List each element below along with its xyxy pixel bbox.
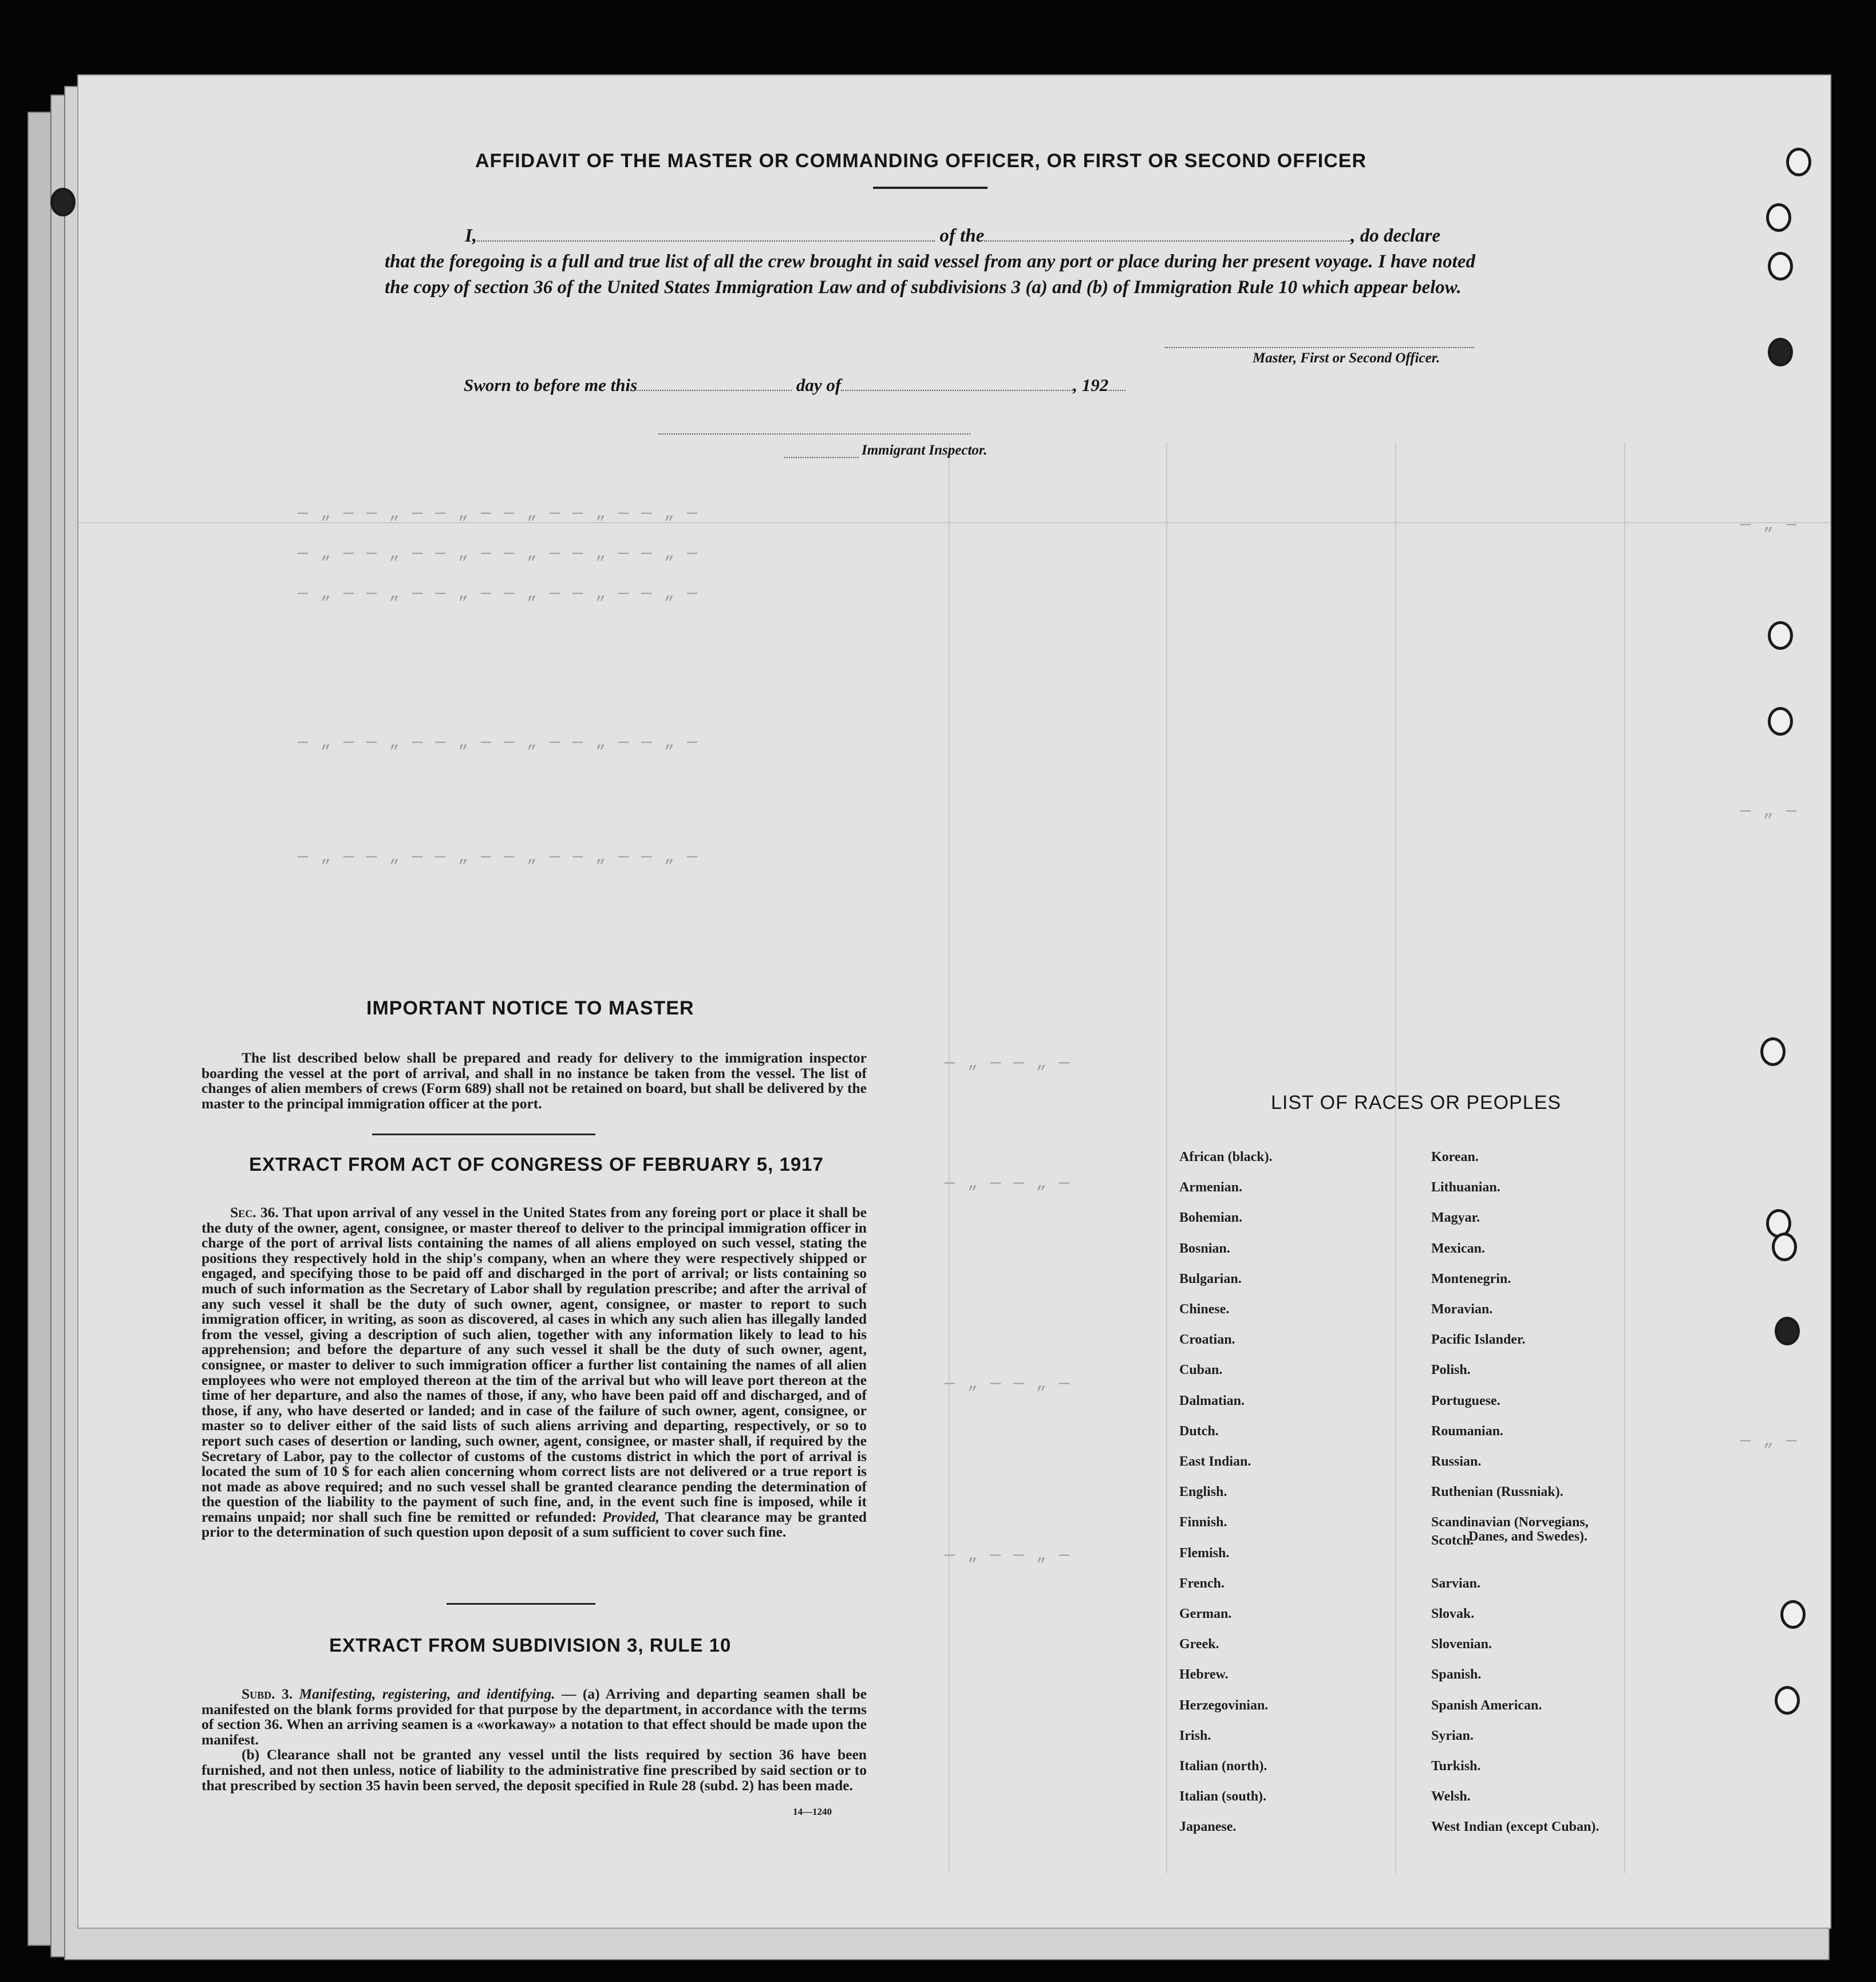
race-item: Greek. bbox=[1179, 1637, 1219, 1652]
notice-text: The list described below shall be prepared and ready for delivery to the immigration inspector boarding the vessel at the port of arrival, and shall in no instance be taken from the vessel. The list of changes of alien members of crews (Form 689) shall not be retained on board, but shall be delivered by the master to the principal immigration officer at the port. bbox=[202, 1049, 867, 1112]
binder-hole bbox=[1760, 1037, 1786, 1066]
binder-hole bbox=[1766, 203, 1791, 232]
subdivision-para-b: (b) Clearance shall not be granted any vessel until the lists required by section 36 have been furnished, and not then unless, notice of liability to the administrative fine prescribed by said section or to that prescribed by section 35 havin been served, the deposit specified in Rule 28 (subd. 2) has been made. bbox=[202, 1746, 867, 1794]
sworn-line bbox=[464, 375, 1125, 396]
race-item: Herzegovinian. bbox=[1179, 1697, 1269, 1713]
race-item: Spanish. bbox=[1431, 1667, 1482, 1683]
race-item: Spanish American. bbox=[1431, 1697, 1542, 1713]
ghost-rule bbox=[1395, 442, 1396, 1873]
race-item: Portuguese. bbox=[1431, 1393, 1500, 1408]
race-item: German. bbox=[1179, 1606, 1232, 1621]
binder-hole bbox=[1775, 1686, 1800, 1715]
sworn-month-field[interactable] bbox=[841, 375, 1073, 391]
inspector-lead-dots bbox=[784, 456, 859, 458]
bleed-through-marks: — „ — bbox=[1740, 515, 1798, 535]
subd-para-a-text: — (a) Arriving and departing seamen shall be manifested on the blank forms provided for that purpose by the department, in accordance with the terms of section 36. When an arriving seamen is a «workaway» a notation to that effect should be made upon the manifest. bbox=[202, 1685, 867, 1748]
sworn-label: Sworn to before me this bbox=[464, 375, 638, 395]
race-item: Polish. bbox=[1431, 1363, 1471, 1378]
race-item: Russian. bbox=[1431, 1454, 1482, 1469]
race-item: Dalmatian. bbox=[1179, 1393, 1245, 1408]
bleed-through-marks: — „ — — „ — bbox=[945, 1546, 1071, 1565]
race-item: West Indian (except Cuban). bbox=[1431, 1819, 1599, 1835]
inspector-signature-line[interactable] bbox=[658, 432, 970, 435]
signature-label: Master, First or Second Officer. bbox=[1253, 350, 1440, 366]
race-item: Sarvian. bbox=[1431, 1576, 1481, 1591]
race-item: Finnish. bbox=[1179, 1515, 1227, 1530]
race-item: Pacific Islander. bbox=[1431, 1332, 1526, 1348]
race-item: Roumanian. bbox=[1431, 1423, 1504, 1439]
year-label: , 192 bbox=[1073, 375, 1109, 395]
bleed-through-marks: — „ — — „ — — „ — — „ — — „ — — „ — bbox=[298, 847, 699, 867]
affidavit-i-label: I, bbox=[465, 226, 477, 246]
affidavit-statement: that the foregoing is a full and true list of all the crew brought in said vessel from any port or place during her present voyage. I have noted the copy of section 36 of the United States Immigration Law and of subdivisions 3 (a) and (b) of Immigration Rule 10 which appear below. bbox=[385, 251, 1475, 298]
bleed-through-marks: — „ — — „ — — „ — — „ — — „ — — „ — bbox=[298, 733, 699, 752]
affidavit-body bbox=[385, 223, 1475, 301]
section-divider bbox=[447, 1603, 595, 1605]
race-item: Syrian. bbox=[1431, 1728, 1474, 1743]
name-field[interactable] bbox=[477, 226, 935, 242]
year-field[interactable] bbox=[1108, 375, 1125, 391]
act-sec-label: Sec. 36. bbox=[230, 1204, 279, 1221]
race-item: Flemish. bbox=[1179, 1545, 1230, 1561]
binder-hole bbox=[1768, 338, 1793, 366]
race-item: Magyar. bbox=[1431, 1210, 1480, 1226]
affidavit-declare-label: , do declare bbox=[1350, 226, 1440, 246]
binder-hole bbox=[1768, 252, 1793, 281]
race-item: Bulgarian. bbox=[1179, 1271, 1242, 1286]
race-item: Slovak. bbox=[1431, 1606, 1475, 1621]
sworn-day-field[interactable] bbox=[637, 375, 792, 391]
race-item: Welsh. bbox=[1431, 1789, 1471, 1805]
race-item: African (black). bbox=[1179, 1150, 1273, 1164]
notice-title: IMPORTANT NOTICE TO MASTER bbox=[366, 997, 694, 1019]
act-provided-label: Provided, bbox=[602, 1508, 659, 1525]
section-divider bbox=[372, 1134, 595, 1135]
bleed-through-marks: — „ — — „ — bbox=[945, 1374, 1071, 1393]
bleed-through-marks: — „ — — „ — — „ — — „ — — „ — — „ — bbox=[298, 584, 699, 603]
race-item: Armenian. bbox=[1179, 1180, 1242, 1195]
title-underline bbox=[873, 187, 988, 189]
act-body: That upon arrival of any vessel in the United States from any foreing port or place it shall be the duty of the owner, agent, consignee, or master thereof to deliver to the principal immigration officer in charge of the port of arrival lists containing the names of all aliens employed on such vessel, stating the positions they respectively hold in the ship's company, when an where they were respectively shipped or engaged, and specifying those to be paid off and discharged in the port of arrival; or lists containing so much of such information as the Secretary of Labor shall by regulation prescribe; and after the arrival of any such vessel it shall be the duty of such owner, agent, consignee, or master to report to such immigration officer, in writing, as soon as discovered, al cases in which any such alien has illegally landed from the vessel, giving a description of such alien, together with any information likely to lead to his apprehension; and before the departure of any such vessel it shall be the duty of such owner, agent, consignee, or master to deliver to such immigration officer a further list containing the names of all alien employees who were not employed thereon at the tim of the arrival but who will leave port thereon at the time of her departure, and also the names of those, if any, who have been paid off and discharged, and of those, if any, who have deserted or landed; and in case of the failure of such owner, agent, consignee, or master so to deliver either of the said lists of such aliens arriving and departing, respectively, or so to report such cases of desertion or landing, such owner, agent, consignee, or master shall, if required by the Secretary of Labor, pay to the collector of customs of the customs district in which the port of arrival is located the sum of 10 $ for each alien concerning whom correct lists are not delivered or a true report is not made as above required; and no such vessel shall be granted clearance pending the determination of the question of the liability to the payment of such fine, and, in the event such fine is imposed, while it remains unpaid; nor shall such fine be remitted or refunded: bbox=[202, 1204, 867, 1525]
bleed-through-marks: — „ — — „ — bbox=[945, 1053, 1071, 1073]
day-of-label: day of bbox=[796, 375, 842, 395]
race-item: Mexican. bbox=[1431, 1241, 1485, 1256]
ghost-rule bbox=[1166, 442, 1167, 1873]
signature-line[interactable] bbox=[1165, 346, 1474, 348]
race-item: Italian (north). bbox=[1179, 1759, 1267, 1774]
race-item: Croatian. bbox=[1179, 1332, 1235, 1348]
subdivision-text bbox=[202, 1687, 867, 1793]
subdivision-title: EXTRACT FROM SUBDIVISION 3, RULE 10 bbox=[329, 1634, 732, 1656]
form-number: 14—1240 bbox=[793, 1806, 832, 1817]
binder-hole bbox=[1772, 1233, 1797, 1261]
binder-hole bbox=[1786, 148, 1811, 176]
race-item: Japanese. bbox=[1179, 1819, 1237, 1835]
act-body-end: That clearance may be granted prior to the determination of such question upon deposit of a sum sufficient to cover such fine. bbox=[202, 1508, 867, 1541]
race-item: East Indian. bbox=[1179, 1454, 1251, 1469]
race-item: Scotch. bbox=[1431, 1533, 1474, 1548]
vessel-field[interactable] bbox=[984, 226, 1350, 242]
race-item: Slovenian. bbox=[1431, 1637, 1492, 1652]
binder-hole bbox=[1775, 1317, 1800, 1345]
race-item: Montenegrin. bbox=[1431, 1271, 1511, 1286]
bleed-through-marks: — „ — bbox=[1740, 1431, 1798, 1451]
race-item: Cuban. bbox=[1179, 1363, 1223, 1378]
binder-hole bbox=[50, 188, 76, 216]
race-item: Bohemian. bbox=[1179, 1210, 1243, 1226]
race-item: Hebrew. bbox=[1179, 1667, 1229, 1683]
binder-hole bbox=[1768, 707, 1793, 736]
affidavit-title: AFFIDAVIT OF THE MASTER OR COMMANDING OFFICER, OR FIRST OR SECOND OFFICER bbox=[475, 150, 1366, 172]
race-item: Italian (south). bbox=[1179, 1789, 1267, 1805]
bleed-through-marks: — „ — — „ — — „ — — „ — — „ — — „ — bbox=[298, 544, 699, 563]
race-item: Lithuanian. bbox=[1431, 1180, 1500, 1195]
race-item: Dutch. bbox=[1179, 1423, 1219, 1439]
race-item: French. bbox=[1179, 1576, 1225, 1591]
subd-label: Subd. 3. bbox=[242, 1685, 293, 1702]
race-item: Chinese. bbox=[1179, 1302, 1230, 1317]
race-item: Korean. bbox=[1431, 1150, 1479, 1164]
bleed-through-marks: — „ — bbox=[1740, 802, 1798, 821]
binder-hole bbox=[1768, 621, 1793, 650]
bleed-through-marks: — „ — — „ — bbox=[945, 1174, 1071, 1193]
affidavit-of-the-label: of the bbox=[939, 226, 985, 246]
race-item: Irish. bbox=[1179, 1728, 1211, 1743]
race-item: Danes, and Swedes). bbox=[1468, 1529, 1588, 1545]
race-item: Ruthenian (Russniak). bbox=[1431, 1484, 1563, 1500]
races-title: LIST OF RACES OR PEOPLES bbox=[1271, 1092, 1562, 1114]
act-text bbox=[202, 1205, 867, 1540]
race-item: Bosnian. bbox=[1179, 1241, 1230, 1256]
ghost-rule bbox=[1624, 442, 1625, 1873]
inspector-label: Immigrant Inspector. bbox=[862, 443, 988, 458]
race-item: English. bbox=[1179, 1484, 1227, 1500]
race-item: Scandinavian (Norvegians, bbox=[1431, 1515, 1589, 1530]
race-item: Moravian. bbox=[1431, 1302, 1493, 1317]
ghost-rule bbox=[949, 442, 950, 1873]
binder-hole bbox=[1780, 1600, 1806, 1629]
subd-heading: Manifesting, registering, and identifying. bbox=[299, 1685, 555, 1702]
subdivision-para-a bbox=[202, 1687, 867, 1747]
race-item: Turkish. bbox=[1431, 1759, 1481, 1774]
bleed-through-marks: — „ — — „ — — „ — — „ — — „ — — „ — bbox=[298, 504, 699, 523]
act-title: EXTRACT FROM ACT OF CONGRESS OF FEBRUARY 5, 1917 bbox=[249, 1154, 824, 1175]
